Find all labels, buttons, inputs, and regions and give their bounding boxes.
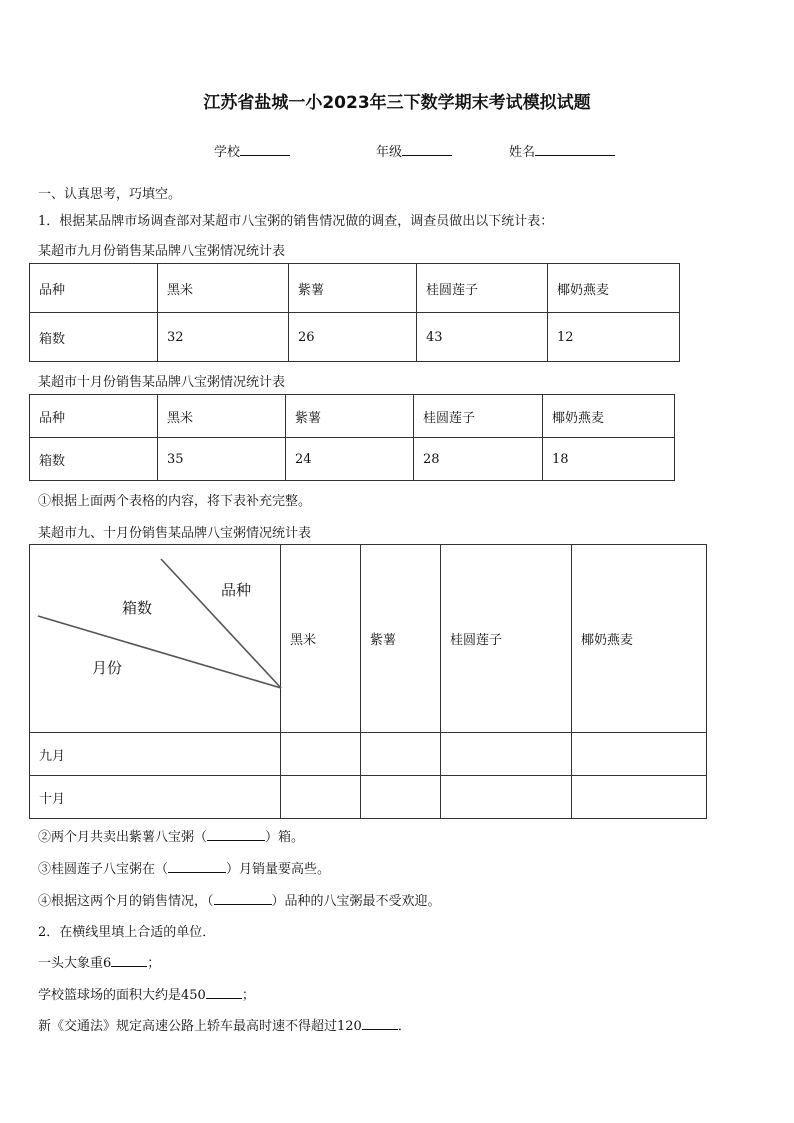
table1-row-label: 箱数	[30, 313, 158, 362]
table1-cat: 黑米	[158, 264, 289, 313]
question-1-text: 1．根据某品牌市场调查部对某超市八宝粥的销售情况做的调查，调查员做出以下统计表：	[38, 214, 554, 229]
q2-line2-text: 学校篮球场的面积大约是450	[38, 988, 206, 1003]
diagonal-lines	[30, 545, 289, 733]
table1-value: 26	[289, 313, 417, 362]
table2-caption: 某超市十月份销售某品牌八宝粥情况统计表	[38, 375, 286, 390]
sub3-text-a: ③桂圆莲子八宝粥在（	[38, 862, 169, 877]
q2-line2-blank[interactable]	[206, 986, 242, 999]
table2-value: 18	[543, 438, 675, 481]
table1-cat: 椰奶燕麦	[548, 264, 680, 313]
q2-line3-text: 新《交通法》规定高速公路上轿车最高时速不得超过120	[38, 1019, 362, 1034]
table2-row-label: 箱数	[30, 438, 158, 481]
table2-cat: 紫薯	[286, 395, 414, 438]
sub2-text-a: ②两个月共卖出紫薯八宝粥（	[38, 830, 208, 845]
school-field[interactable]	[214, 141, 290, 160]
table3-blank-cell[interactable]	[361, 776, 441, 819]
sub3-text-b: ）月销量要高些。	[226, 862, 331, 877]
table2-cat: 椰奶燕麦	[543, 395, 675, 438]
q2-line2-end: ；	[241, 988, 255, 1003]
grade-label: 年级	[376, 145, 403, 160]
q2-line1-end: ；	[147, 956, 161, 971]
diag-label-month: 月份	[92, 659, 123, 677]
table3-blank-cell[interactable]	[281, 733, 361, 776]
table3-blank-cell[interactable]	[572, 733, 707, 776]
q2-line-2	[38, 984, 255, 1003]
table1-cat: 桂圆莲子	[417, 264, 548, 313]
sub-question-4	[38, 890, 441, 909]
october-table	[29, 394, 675, 481]
school-blank[interactable]	[240, 142, 290, 156]
school-label: 学校	[214, 145, 241, 160]
grade-field[interactable]	[376, 141, 452, 160]
table3-month-sept: 九月	[30, 733, 281, 776]
name-field[interactable]	[509, 141, 615, 160]
sub-question-2	[38, 826, 304, 845]
table2-row-header: 品种	[30, 395, 158, 438]
table3-cat: 黑米	[281, 545, 361, 733]
sub3-answer-blank[interactable]	[168, 860, 226, 873]
diag-label-variety: 品种	[221, 581, 252, 599]
table2-cat: 黑米	[158, 395, 286, 438]
sub4-text-b: ）品种的八宝粥最不受欢迎。	[271, 894, 441, 909]
september-table	[29, 263, 680, 362]
section-heading: 一、认真思考，巧填空。	[38, 187, 182, 202]
name-blank[interactable]	[535, 142, 615, 156]
table1-value: 43	[417, 313, 548, 362]
table2-cat: 桂圆莲子	[414, 395, 543, 438]
table3-blank-cell[interactable]	[361, 733, 441, 776]
sub2-answer-blank[interactable]	[207, 828, 265, 841]
table3-cat: 桂圆莲子	[441, 545, 572, 733]
page-title: 江苏省盐城一小2023年三下数学期末考试模拟试题	[203, 93, 591, 113]
q2-line3-end: ．	[397, 1019, 411, 1034]
table1-caption: 某超市九月份销售某品牌八宝粥情况统计表	[38, 244, 286, 259]
sub4-answer-blank[interactable]	[214, 892, 272, 905]
table1-row-header: 品种	[30, 264, 158, 313]
table3-blank-cell[interactable]	[441, 776, 572, 819]
table3-cat: 椰奶燕麦	[572, 545, 707, 733]
sub-question-3	[38, 858, 330, 877]
q2-line1-text: 一头大象重6	[38, 956, 112, 971]
table1-value: 12	[548, 313, 680, 362]
sub-question-1: ①根据上面两个表格的内容，将下表补充完整。	[38, 494, 312, 509]
q2-line1-blank[interactable]	[111, 954, 147, 967]
table3-blank-cell[interactable]	[441, 733, 572, 776]
table3-month-oct: 十月	[30, 776, 281, 819]
table2-value: 24	[286, 438, 414, 481]
table2-value: 35	[158, 438, 286, 481]
diagonal-header-cell	[30, 545, 281, 733]
table3-blank-cell[interactable]	[281, 776, 361, 819]
sub4-text-a: ④根据这两个月的销售情况，（	[38, 894, 214, 909]
table3-blank-cell[interactable]	[572, 776, 707, 819]
table1-value: 32	[158, 313, 289, 362]
question-2-text: 2．在横线里填上合适的单位．	[38, 925, 216, 940]
q2-line-3	[38, 1015, 411, 1034]
table3-caption: 某超市九、十月份销售某品牌八宝粥情况统计表	[38, 526, 312, 541]
diag-label-boxes: 箱数	[122, 599, 153, 617]
grade-blank[interactable]	[402, 142, 452, 156]
sub2-text-b: ）箱。	[265, 830, 305, 845]
q2-line3-blank[interactable]	[362, 1017, 398, 1030]
table3-cat: 紫薯	[361, 545, 441, 733]
table2-value: 28	[414, 438, 543, 481]
combined-table	[29, 544, 707, 819]
table1-cat: 紫薯	[289, 264, 417, 313]
q2-line-1	[38, 952, 160, 971]
name-label: 姓名	[509, 145, 536, 160]
